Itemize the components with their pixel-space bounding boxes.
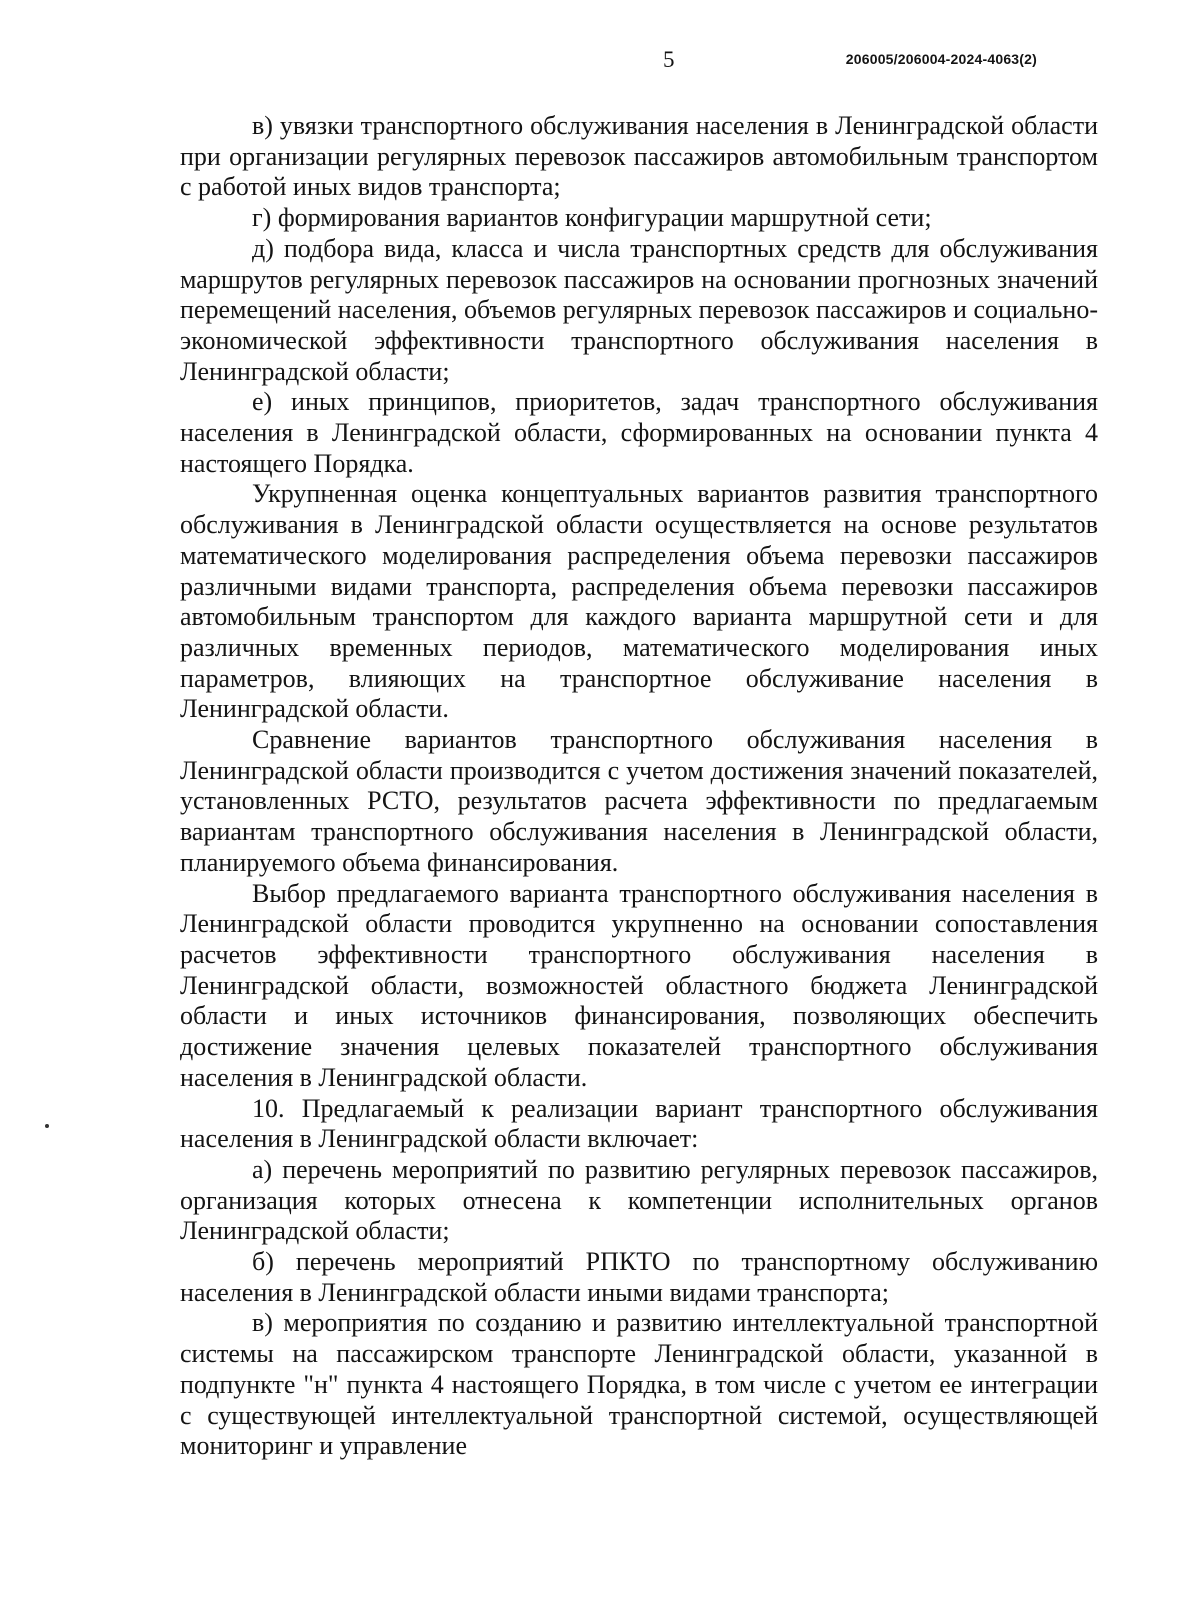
document-id: 206005/206004-2024-4063(2) bbox=[845, 51, 1037, 67]
paragraph-g-route-configuration: г) формирования вариантов конфигурации маршрутной сети; bbox=[252, 203, 932, 233]
paragraph-comparison-of-variants: Сравнение вариантов транспортного обслуживания населения в Ленинградской области производится с учетом достижения значений показателей, установленных РСТО, результатов расчета эффективности по предлагаемым вариантам транспортного обслуживания населения в Ленинградской области, планируемого объема финансирования. bbox=[180, 725, 1098, 877]
paragraph-e-other-principles: е) иных принципов, приоритетов, задач транспортного обслуживания населения в Ленинградской области, сформированных на основании пункта 4 настоящего Порядка. bbox=[180, 387, 1098, 478]
paragraph-v-intelligent-transport-system: в) мероприятия по созданию и развитию интеллектуальной транспортной системы на пассажирском транспорте Ленинградской области, указанной в подпункте "н" пункта 4 настоящего Порядка, в том числе с учетом ее интеграции с существующей интеллектуальной транспортной системой, осуществляющей мониторинг и управление bbox=[180, 1308, 1098, 1461]
scan-dot-mark bbox=[45, 1124, 49, 1128]
paragraph-b-rpkto-measures: б) перечень мероприятий РПКТО по транспортному обслуживанию населения в Ленинградской области иными видами транспорта; bbox=[180, 1247, 1098, 1307]
paragraph-aggregated-assessment: Укрупненная оценка концептуальных вариантов развития транспортного обслуживания в Ленинградской области осуществляется на основе результатов математического моделирования распределения объема перевозки пассажиров различными видами транспорта, распределения объема перевозки пассажиров автомобильным транспортом для каждого варианта маршрутной сети и для различных временных периодов, математического моделирования иных параметров, влияющих на транспортное обслуживание населения в Ленинградской области. bbox=[180, 479, 1098, 724]
paragraph-a-regular-transport-measures: а) перечень мероприятий по развитию регулярных перевозок пассажиров, организация которых отнесена к компетенции исполнительных органов Ленинградской области; bbox=[180, 1154, 1098, 1246]
paragraph-10-proposed-variant: 10. Предлагаемый к реализации вариант транспортного обслуживания населения в Ленинградской области включает: bbox=[180, 1093, 1098, 1154]
document-body bbox=[180, 111, 1098, 1462]
paragraph-d-vehicle-selection: д) подбора вида, класса и числа транспортных средств для обслуживания маршрутов регулярных перевозок пассажиров на основании прогнозных значений перемещений населения, объемов регулярных перевозок пассажиров и социально-экономической эффективности транспортного обслуживания населения в Ленинградской области; bbox=[180, 233, 1098, 386]
paragraph-v-linkage: в) увязки транспортного обслуживания населения в Ленинградской области при организации регулярных перевозок пассажиров автомобильным транспортом с работой иных видов транспорта; bbox=[180, 111, 1098, 202]
paragraph-choice-of-variant: Выбор предлагаемого варианта транспортного обслуживания населения в Ленинградской области проводится укрупненно на основании сопоставления расчетов эффективности транспортного обслуживания населения в Ленинградской области, возможностей областного бюджета Ленинградской области и иных источников финансирования, позволяющих обеспечить достижение значения целевых показателей транспортного обслуживания населения в Ленинградской области. bbox=[180, 878, 1098, 1092]
page-number: 5 bbox=[663, 47, 675, 72]
